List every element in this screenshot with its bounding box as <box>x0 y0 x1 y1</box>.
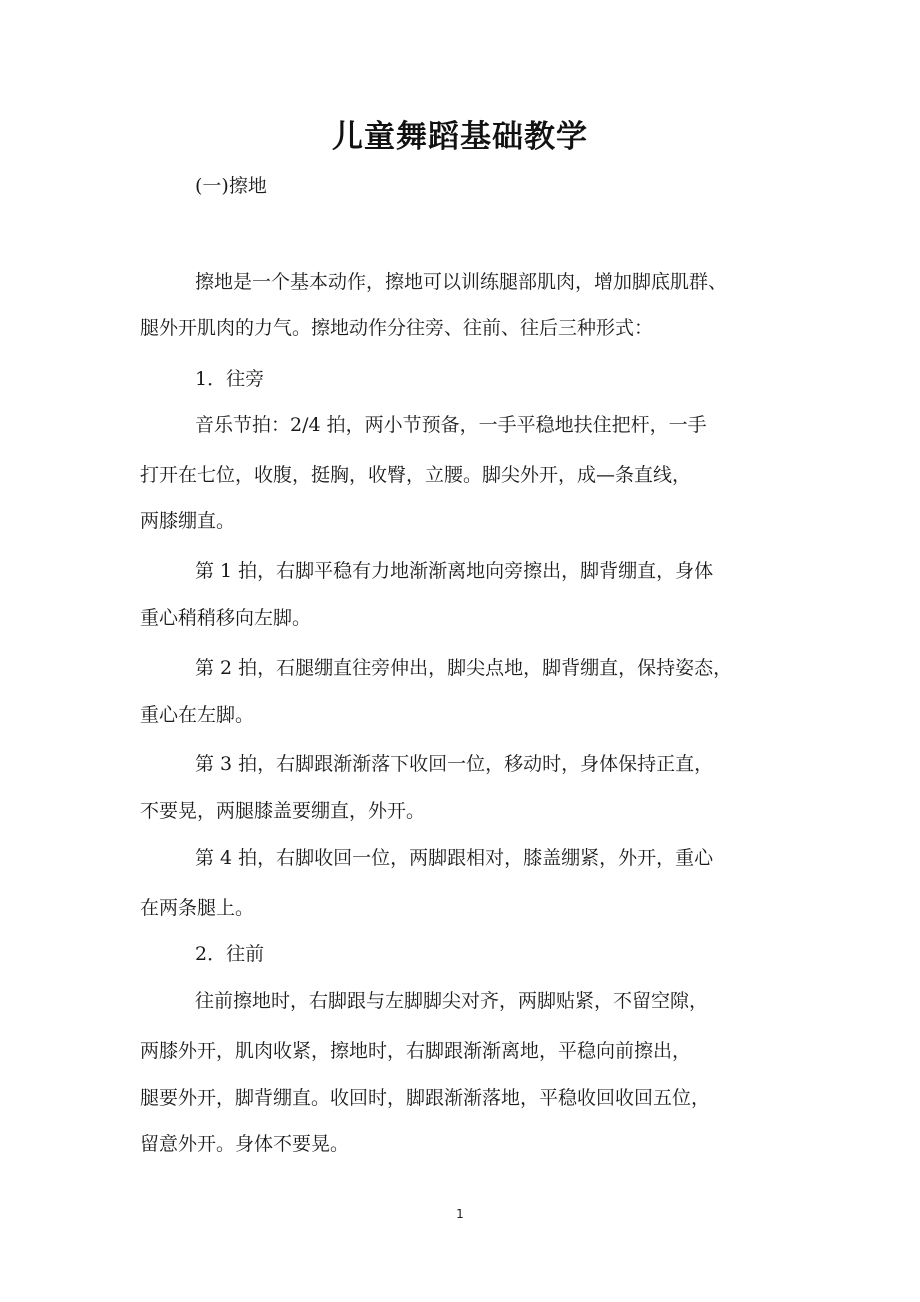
paragraph-line: 音乐节拍：2/4 拍，两小节预备，一手平稳地扶住把杆，一手 <box>195 414 707 436</box>
paragraph-line: 擦地是一个基本动作，擦地可以训练腿部肌肉，增加脚底肌群、 <box>195 271 728 293</box>
document-title: 儿童舞蹈基础教学 <box>332 119 588 155</box>
paragraph-line: 两膝外开，肌肉收紧，擦地时，右脚跟渐渐离地，平稳向前擦出， <box>140 1040 692 1062</box>
paragraph-line: 重心在左脚。 <box>140 704 255 726</box>
paragraph-line: 在两条腿上。 <box>140 897 255 919</box>
paragraph-line: 往前擦地时，右脚跟与左脚脚尖对齐，两脚贴紧，不留空隙， <box>195 990 709 1012</box>
section-heading: (一)擦地 <box>195 175 267 197</box>
paragraph-line: 腿外开肌肉的力气。擦地动作分往旁、往前、往后三种形式： <box>140 317 654 339</box>
paragraph-line: 第 1 拍，右脚平稳有力地渐渐离地向旁擦出，脚背绷直，身体 <box>195 560 714 582</box>
page-number: 1 <box>456 1207 464 1221</box>
paragraph-line: 重心稍稍移向左脚。 <box>140 607 312 629</box>
paragraph-line: 第 2 拍，石腿绷直往旁伸出，脚尖点地，脚背绷直，保持姿态， <box>195 657 733 679</box>
paragraph-line: 第 3 拍，右脚跟渐渐落下收回一位，移动时，身体保持正直， <box>195 753 714 775</box>
subsection-heading: 1．往旁 <box>195 368 265 390</box>
paragraph-line: 留意外开。身体不要晃。 <box>140 1133 350 1155</box>
paragraph-line: 两膝绷直。 <box>140 510 236 532</box>
paragraph-line: 打开在七位，收腹，挺胸，收臀，立腰。脚尖外开，成—条直线， <box>140 464 692 486</box>
paragraph-line: 腿要外开，脚背绷直。收回时，脚跟渐渐落地，平稳收回收回五位， <box>140 1087 711 1109</box>
subsection-heading: 2．往前 <box>195 943 265 965</box>
paragraph-line: 不要晃，两腿膝盖要绷直，外开。 <box>140 800 426 822</box>
paragraph-line: 第 4 拍，右脚收回一位，两脚跟相对，膝盖绷紧，外开，重心 <box>195 847 714 869</box>
